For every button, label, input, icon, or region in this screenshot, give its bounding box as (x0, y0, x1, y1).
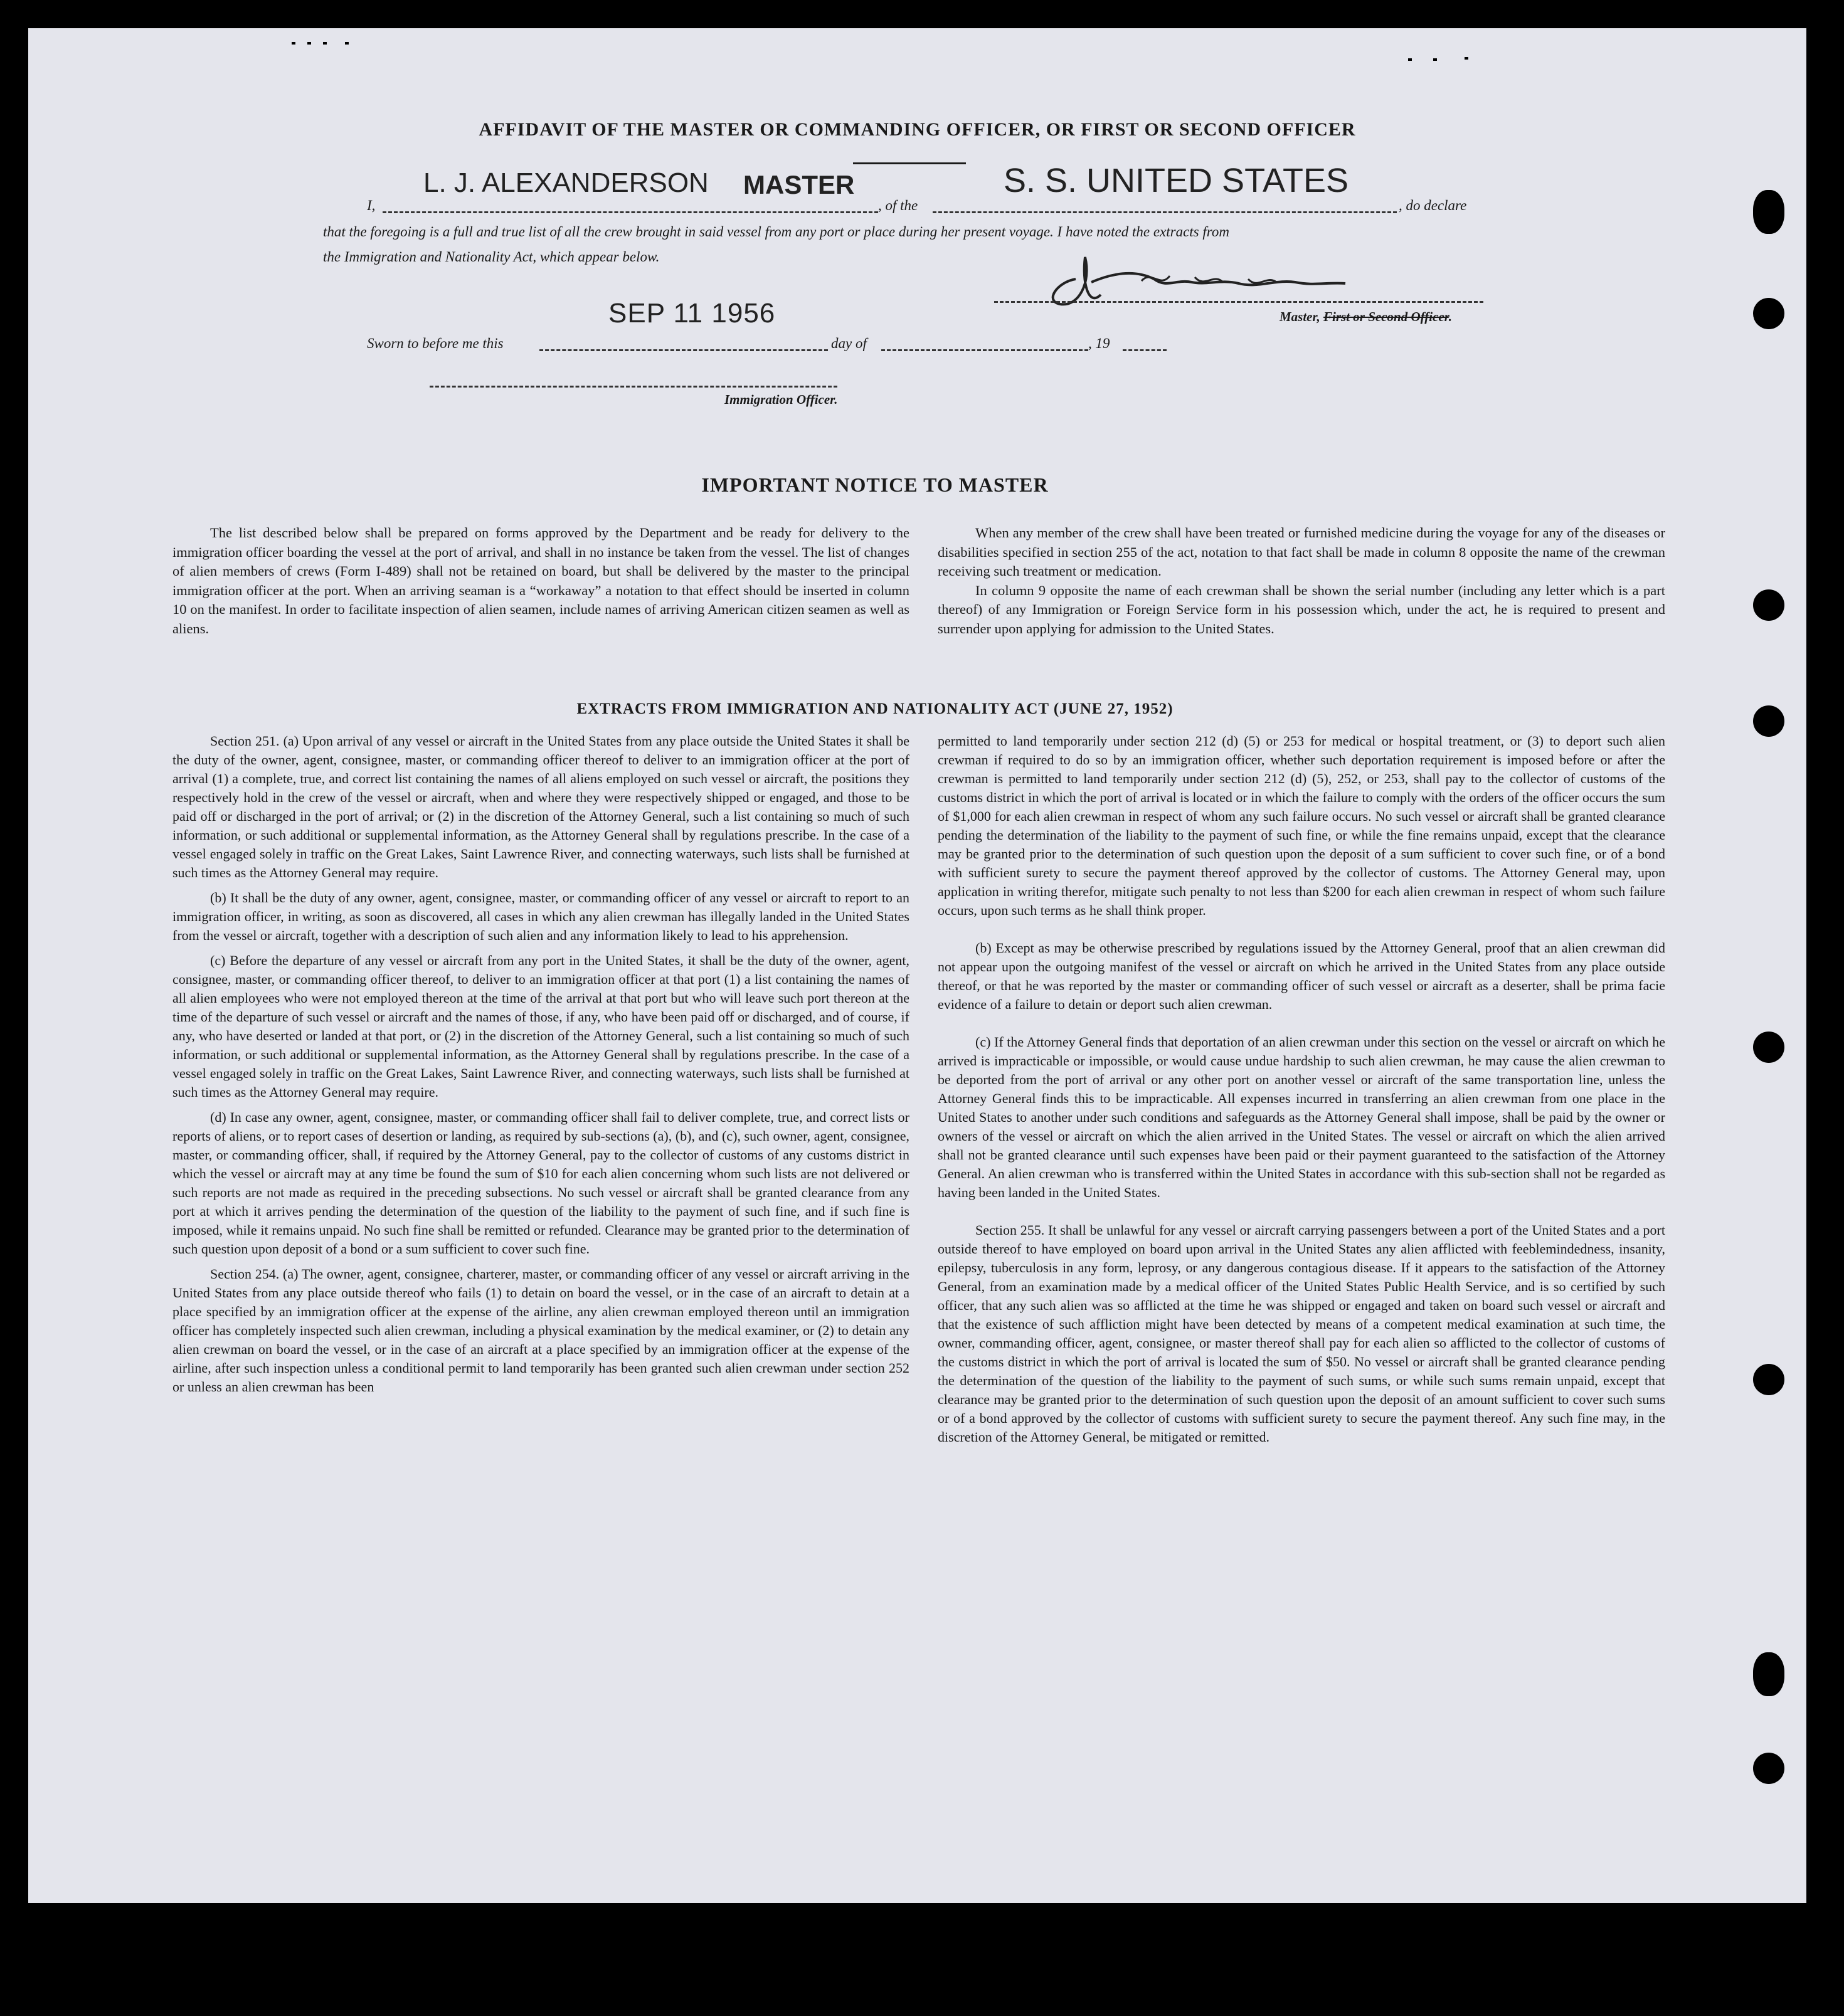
section-251-c: (c) Before the departure of any vessel or aircraft from any port in the United States, it shall be the duty of the owner, agent, consignee, master, or commanding officer thereof, to deliver to an immigration officer at that port (1) a list containing the names of all alien employees who were not employed thereon at the time of the arrival at that port but who will leave such port thereon at the time of the departure of such vessel or aircraft and the names of those, if any, who have been paid off or discharged, and of course, if any, who have deserted or landed at that port, or (2) in the discretion of the Attorney General, such a list containing so much of such information, or such additional or supplemental information, as the Attorney General shall by regulations prescribe. In the case of a vessel engaged solely in traffic on the Great Lakes, Saint Lawrence River, and connecting waterways, such lists shall be furnished at such times as the Attorney General may require. (172, 953, 909, 1100)
binder-hole (1753, 190, 1784, 234)
sworn-month-line (881, 349, 1088, 351)
declaration-line-2: the Immigration and Nationality Act, which appear below. (323, 249, 660, 265)
section-255: Section 255. It shall be unlawful for any vessel or aircraft carrying passengers between a port of the United States and a port outside thereof to have employed on board upon arrival in the United States any alien afflicted with feeblemindedness, insanity, epilepsy, tuberculosis in any form, leprosy, or any dangerous contagious disease. If it appears to the satisfaction of the Attorney General, from an examination made by a medical officer of the United States Public Health Service, and is so certified by such officer, that any such alien was so afflicted at the time he was shipped or engaged and taken on board such vessel or aircraft and that the existence of such affliction might have been detected by means of a competent medical examination at such time, the owner, commanding officer, agent, consignee, or master thereof shall pay for each alien so afflicted to the collector of customs of the customs district in which the port of arrival is located the sum of $50. No vessel or aircraft shall be granted clearance pending the determination of the question of the liability to the payment of such sums, or while such sums remain unpaid, except that clearance may be granted prior to the determination of such question upon the deposit of an amount sufficient to cover such sums or of a bond approved by the collector of customs with sufficient surety to secure the payment thereof. Any such fine may, in the discretion of the Attorney General, be mitigated or remitted. (938, 1222, 1665, 1445)
section-254-b: (b) Except as may be otherwise prescribed by regulations issued by the Attorney General, proof that an alien crewman did not appear upon the outgoing manifest of the vessel or aircraft on which he arrived in the United States from any place outside thereof, or that he was reported by the master or commanding officer of such vessel or aircraft as a deserter, shall be prima facie evidence of a failure to detain or deport such alien crewman. (938, 940, 1665, 1012)
sworn-year-line (1123, 349, 1167, 351)
of-the-label: , of the (878, 198, 918, 213)
section-251-a: Section 251. (a) Upon arrival of any vessel or aircraft in the United States from any place outside the United States it shall be the duty of the owner, agent, consignee, master, or commanding officer thereof to deliver to an immigration officer at the port of arrival (1) a complete, true, and correct list containing the names of all aliens employed on such vessel or aircraft, the positions they respectively hold in the crew of the vessel or aircraft, when and where they were respectively shipped or engaged, and those to be paid off or discharged in the port of arrival; or (2) in the discretion of the Attorney General, such a list containing so much of such information, or such additional or supplemental information, as the Attorney General shall by regulations prescribe. In the case of a vessel engaged solely in traffic on the Great Lakes, Saint Lawrence River, and connecting waterways, such lists shall be furnished at such times as the Attorney General may require. (172, 733, 909, 880)
sworn-day-line (539, 349, 828, 351)
immigration-officer-caption: Immigration Officer. (724, 392, 838, 407)
notice-right-column (938, 524, 1665, 645)
rank-filled: MASTER (743, 170, 855, 199)
affidavit-title: AFFIDAVIT OF THE MASTER OR COMMANDING OFFICER, OR FIRST OR SECOND OFFICER (479, 119, 1356, 140)
binder-hole (1753, 1753, 1784, 1784)
master-signature (1032, 245, 1358, 320)
dust-speck (1433, 58, 1437, 61)
extracts-title: EXTRACTS FROM IMMIGRATION AND NATIONALITY ACT (JUNE 27, 1952) (576, 700, 1174, 717)
notice-left-paragraph: The list described below shall be prepared on forms approved by the Department and be ready for delivery to the immigration officer boarding the vessel at the port of arrival, and shall in no instance be taken from the vessel. The list of changes of alien members of crews (Form I-489) shall not be retained on board, but shall be delivered by the master to the principal immigration officer at the port. When an arriving seaman is a “workaway” a notation to that effect should be inserted in column 10 on the manifest. In order to facilitate inspection of alien seamen, include names of arriving American citizen seamen as well as aliens. (172, 525, 909, 636)
section-251-b: (b) It shall be the duty of any owner, agent, consignee, master, or commanding officer of any vessel or aircraft to report to an immigration officer, in writing, as soon as discovered, all cases in which any alien crewman has illegally landed in the United States from the vessel or aircraft, together with a description of such alien and any information likely to lead to his apprehension. (172, 890, 909, 943)
immigration-officer-line (430, 386, 837, 388)
binder-hole (1753, 298, 1784, 329)
master-caption-prefix: Master, (1280, 309, 1320, 324)
master-signature-line (994, 301, 1483, 303)
year-prefix: , 19 (1088, 335, 1110, 351)
binder-hole (1753, 589, 1784, 621)
section-254-a: Section 254. (a) The owner, agent, consignee, charterer, master, or commanding officer of any vessel or aircraft arriving in the United States from any place outside thereof who fails (1) to detain on board the vessel, or in the case of an aircraft to detain at a place specified by an immigration officer at the expense of the airline, any alien crewman employed thereon until an immigration officer has completely inspected such alien crewman, including a physical examination by the medical examiner, or (2) to detain any alien crewman on board the vessel, or in the case of an aircraft at a place specified by an immigration officer at the expense of the airline, after such inspection unless a conditional permit to land temporarily has been granted such alien crewman under section 252 or unless an alien crewman has been (172, 1266, 909, 1395)
dust-speck (323, 42, 327, 45)
dust-speck (345, 42, 349, 45)
vessel-blank-line (933, 211, 1397, 213)
master-caption-struck: First or Second Officer (1323, 309, 1449, 324)
dust-speck (307, 42, 311, 45)
notice-right-paragraph-2: In column 9 opposite the name of each crewman shall be shown the serial number (including any letter which is a part thereof) of any Immigration or Foreign Service form in his possession which, under the act, he is required to present and surrender upon applying for admission to the United States. (938, 582, 1665, 636)
dust-speck (292, 42, 295, 45)
dust-speck (1408, 58, 1412, 61)
binder-hole (1753, 1364, 1784, 1395)
section-254-a-continued: permitted to land temporarily under section 212 (d) (5) or 253 for medical or hospital treatment, or (3) to deport such alien crewman if required to do so by an immigration officer, whether such deportation requirement is imposed before or after the crewman is permitted to land temporarily under section 212 (d) (5), 252, or 253, shall pay to the collector of customs of the customs district in which the port of arrival is located or in which the failure to comply with the orders of the officer occurs the sum of $1,000 for each alien crewman in respect of whom any such failure occurs. No such vessel or aircraft shall be granted clearance pending the determination of the liability to the payment of such fine, or while the fine remains unpaid, except that the clearance may be granted prior to the determination of such question upon the deposit of a sum sufficient to cover such fine, or of a bond with sufficient surety to secure the payment thereof approved by the collector of customs. The Attorney General may, upon application in writing therefor, mitigate such penalty to not less than $200 for each alien crewman in respect of whom such failure occurs, upon such terms as he shall think proper. (938, 733, 1665, 918)
day-of-label: day of (831, 335, 867, 351)
section-254-c: (c) If the Attorney General finds that deportation of an alien crewman under this section on the vessel or aircraft on which he arrived is impracticable or impossible, or would cause undue hardship to such alien crewman, he may cause the alien crewman to be deported from the port of arrival or any other port on another vessel or aircraft of the same transportation line, unless the Attorney General finds this to be impracticable. All expenses incurred in transferring an alien crewman from one place in the United States to another under such conditions and safeguards as the Attorney General shall impose, shall be paid by the owner or owners of the vessel or aircraft on which the alien arrived in the United States. The vessel or aircraft on which the alien arrived shall not be granted clearance until such expenses have been paid or their payment guaranteed to the satisfaction of the Attorney General. An alien crewman who is transferred within the United States in accordance with this sub-section shall not be regarded as having been landed in the United States. (938, 1034, 1665, 1200)
extracts-left-column (172, 732, 909, 1403)
notice-title: IMPORTANT NOTICE TO MASTER (701, 473, 1049, 496)
master-caption (1280, 309, 1452, 325)
section-251-d: (d) In case any owner, agent, consignee, master, or commanding officer shall fail to deliver complete, true, and correct lists or reports of aliens, or to report cases of desertion or landing, as required by sub-sections (a), (b), and (c), such owner, agent, consignee, master, or commanding officer, shall, if required by the Attorney General, pay to the collector of customs of any customs district in which the vessel or aircraft may at any time be found the sum of $10 for each alien concerning whom such lists are not delivered or such reports are not made as required in the preceding subsections. No such vessel or aircraft shall be granted clearance from any port at which it arrives pending the determination of the question of the liability to the payment of such fine, and if such fine is imposed, while it remains unpaid. No such fine shall be remitted or refunded. Clearance may be granted prior to the determination of such question upon deposit of a bond or a sum sufficient to cover such fine. (172, 1109, 909, 1257)
master-caption-suffix: . (1448, 309, 1452, 324)
name-filled: L. J. ALEXANDERSON (423, 167, 709, 198)
binder-hole (1753, 1032, 1784, 1063)
i-prefix: I, (367, 198, 376, 213)
date-stamp: SEP 11 1956 (608, 298, 776, 329)
title-underline (853, 162, 966, 164)
notice-left-column (172, 524, 909, 645)
extracts-right-column (938, 732, 1665, 1453)
sworn-label: Sworn to before me this (367, 335, 504, 351)
declaration-line-1: that the foregoing is a full and true list of all the crew brought in said vessel from any port or place during her present voyage. I have noted the extracts from (323, 224, 1229, 240)
dust-speck (1465, 57, 1468, 60)
binder-hole (1753, 705, 1784, 737)
document-page (28, 28, 1806, 1903)
binder-hole (1753, 1652, 1784, 1696)
name-blank-line (383, 211, 878, 213)
vessel-filled: S. S. UNITED STATES (1004, 162, 1349, 199)
do-declare-label: , do declare (1399, 198, 1467, 213)
notice-right-paragraph-1: When any member of the crew shall have been treated or furnished medicine during the voyage for any of the diseases or disabilities specified in section 255 of the act, notation to that fact shall be made in column 8 opposite the name of the crewman receiving such treatment or medication. (938, 525, 1665, 579)
